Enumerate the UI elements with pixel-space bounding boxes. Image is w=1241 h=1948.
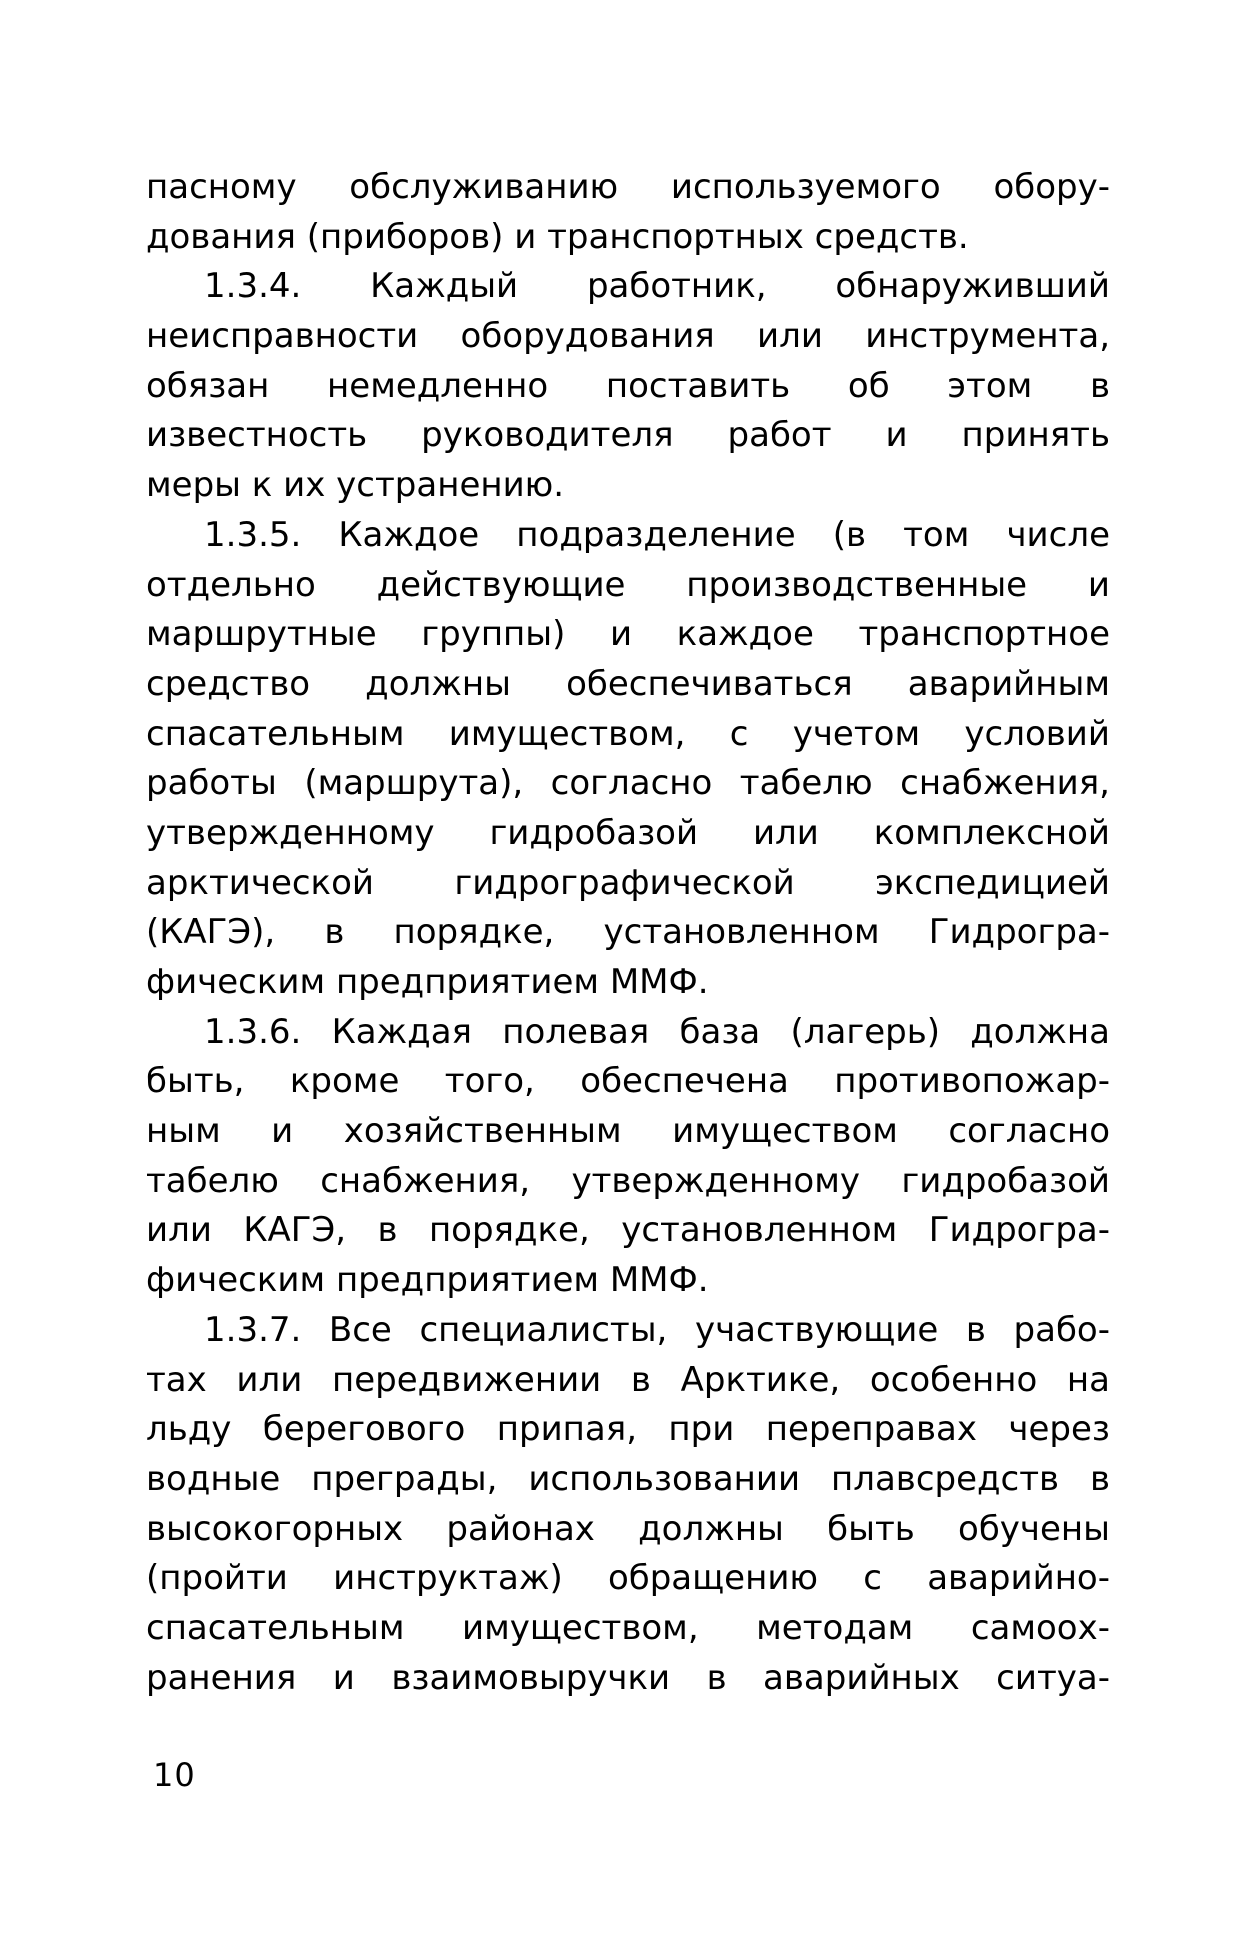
text-line: быть, кроме того, обеспечена противопожар- bbox=[146, 1061, 1110, 1102]
text-line: 1.3.4. Каждый работник, обнаруживший bbox=[204, 266, 1110, 307]
text-line: (пройти инструктаж) обращению с аварийно- bbox=[146, 1558, 1110, 1599]
text-line: водные преграды, использовании плавсредств в bbox=[146, 1458, 1110, 1499]
text-line: ранения и взаимовыручки в аварийных ситуа- bbox=[146, 1657, 1110, 1698]
text-line: утвержденному гидробазой или комплексной bbox=[146, 812, 1110, 853]
text-line: фическим предприятием ММФ. bbox=[146, 1260, 709, 1301]
text-line: ным и хозяйственным имуществом согласно bbox=[146, 1111, 1110, 1152]
text-line: обязан немедленно поставить об этом в bbox=[146, 365, 1110, 406]
text-line: спасательным имуществом, с учетом условий bbox=[146, 713, 1110, 754]
text-line: маршрутные группы) и каждое транспортное bbox=[146, 614, 1110, 655]
text-line: известность руководителя работ и принять bbox=[146, 415, 1110, 456]
text-line: 1.3.6. Каждая полевая база (лагерь) должна bbox=[204, 1011, 1110, 1052]
text-line: 1.3.5. Каждое подразделение (в том числе bbox=[204, 514, 1110, 555]
text-line: дования (приборов) и транспортных средств. bbox=[146, 216, 969, 257]
text-line: высокогорных районах должны быть обучены bbox=[146, 1508, 1110, 1549]
text-line: средство должны обеспечиваться аварийным bbox=[146, 663, 1110, 704]
text-line: (КАГЭ), в порядке, установленном Гидрогра- bbox=[146, 912, 1110, 953]
text-line: фическим предприятием ММФ. bbox=[146, 962, 709, 1002]
text-line: отдельно действующие производственные и bbox=[146, 564, 1110, 605]
text-line: пасному обслуживанию используемого обору- bbox=[146, 167, 1110, 207]
text-line: спасательным имуществом, методам самоох- bbox=[146, 1607, 1110, 1648]
body-text bbox=[146, 163, 1110, 1703]
text-line: арктической гидрографической экспедицией bbox=[146, 862, 1110, 903]
text-line: льду берегового припая, при переправах через bbox=[146, 1409, 1110, 1450]
text-line: неисправности оборудования или инструмента, bbox=[146, 316, 1110, 357]
text-line: табелю снабжения, утвержденному гидробазой bbox=[146, 1160, 1110, 1201]
page-number: 10 bbox=[153, 1756, 196, 1794]
text-line: работы (маршрута), согласно табелю снабжения, bbox=[146, 763, 1110, 804]
text-line: тах или передвижении в Арктике, особенно на bbox=[146, 1359, 1110, 1400]
text-line: или КАГЭ, в порядке, установленном Гидрогра- bbox=[146, 1210, 1110, 1251]
text-line: 1.3.7. Все специалисты, участвующие в рабо- bbox=[204, 1309, 1110, 1350]
text-line: меры к их устранению. bbox=[146, 465, 565, 506]
